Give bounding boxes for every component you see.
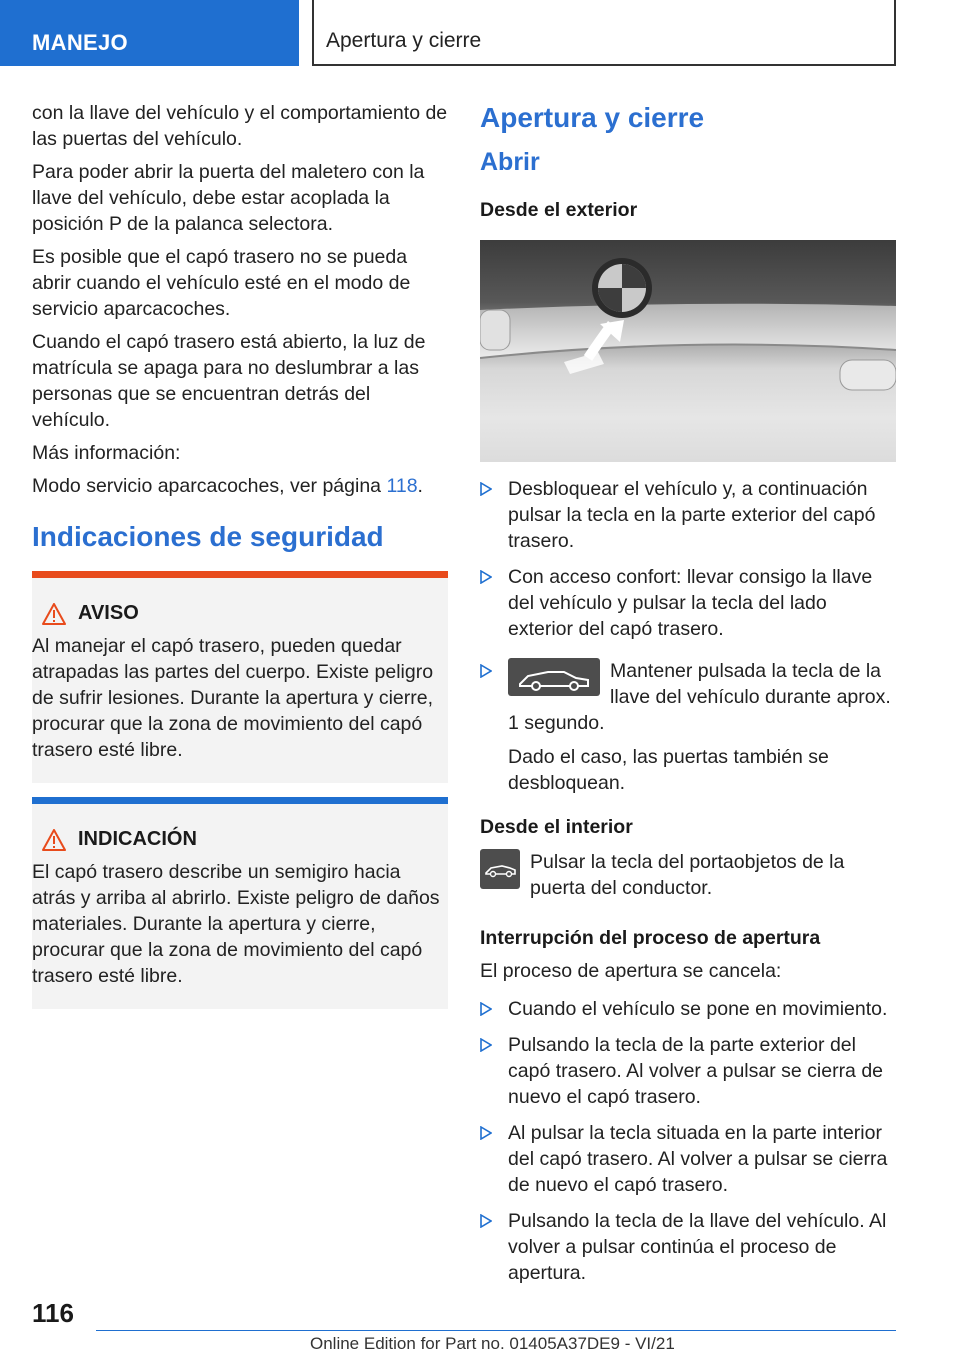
- triangle-bullet-icon: [480, 1002, 492, 1016]
- list-item: Mantener pulsada la tecla de la llave del vehículo durante aprox. 1 segundo. Dado el caso, las puertas también se desbloquean.: [480, 658, 896, 796]
- triangle-bullet-icon: [480, 664, 492, 678]
- triangle-bullet-icon: [480, 570, 492, 584]
- safety-heading: Indicaciones de seguridad: [32, 521, 384, 552]
- chapter-title: Apertura y cierre: [312, 0, 896, 66]
- car-tailgate-key-icon: [508, 658, 600, 696]
- note-box: [32, 797, 448, 1009]
- interrupt-intro: El proceso de apertura se cancela:: [480, 960, 782, 982]
- list-item: Pulsando la tecla de la llave del vehículo. Al volver a pulsar continúa el proceso de apertura.: [480, 1208, 896, 1286]
- sub-heading: Abrir: [480, 148, 540, 176]
- list-item: Cuando el vehículo se pone en movimiento.: [480, 996, 896, 1022]
- note-title: [42, 828, 446, 851]
- list-item: Desbloquear el vehículo y, a continuación pulsar la tecla en la parte exterior del capó trasero.: [480, 476, 896, 554]
- list-item: Con acceso confort: llevar consigo la llave del vehículo y pulsar la tecla del lado exterior del capó trasero.: [480, 564, 896, 642]
- exterior-steps: [480, 476, 896, 796]
- warning-triangle-icon: [42, 603, 66, 625]
- footer-divider: [96, 1330, 896, 1331]
- page-link[interactable]: 118: [386, 475, 418, 497]
- tailgate-photo: [480, 240, 896, 462]
- warning-box: [32, 571, 448, 783]
- tailgate-illustration: [480, 240, 896, 462]
- triangle-bullet-icon: [480, 1038, 492, 1052]
- triangle-bullet-icon: [480, 1126, 492, 1140]
- warning-title: [42, 602, 446, 625]
- more-info-text: Modo servicio aparcacoches, ver página: [32, 475, 382, 497]
- exterior-heading: Desde el exterior: [480, 199, 638, 221]
- paragraph: Más información:: [32, 442, 181, 464]
- note-title-text: INDICACIÓN: [78, 828, 197, 850]
- section-tab: MANEJO: [0, 0, 299, 66]
- main-heading: Apertura y cierre: [480, 102, 705, 133]
- warning-text: Al manejar el capó trasero, pueden quedar atrapadas las partes del cuerpo. Existe peligro de sufrir lesiones. Durante la apertura y cierre, procurar que la zona de movimiento del capó trasero esté libre.: [32, 635, 434, 761]
- triangle-bullet-icon: [480, 482, 492, 496]
- list-item: Pulsando la tecla de la parte exterior del capó trasero. Al volver a pulsar se cierra de nuevo el capó trasero.: [480, 1032, 896, 1110]
- paragraph: Para poder abrir la puerta del maletero con la llave del vehículo, debe estar acoplada la posición P de la palanca selectora.: [32, 161, 425, 235]
- paragraph: Cuando el capó trasero está abierto, la luz de matrícula se apaga para no deslumbrar a las personas que se encuentran detrás del vehículo.: [32, 331, 426, 431]
- interior-heading: Desde el interior: [480, 816, 633, 838]
- triangle-bullet-icon: [480, 1214, 492, 1228]
- page-number: 116: [32, 1298, 74, 1328]
- list-item: Al pulsar la tecla situada en la parte interior del capó trasero. Al volver a pulsar se cierra de nuevo el capó trasero.: [480, 1120, 896, 1198]
- warning-triangle-icon: [42, 829, 66, 851]
- interrupt-steps: [480, 996, 896, 1286]
- interior-instruction: Pulsar la tecla del portaobjetos de la puerta del conductor.: [480, 849, 896, 901]
- warning-title-text: AVISO: [78, 602, 139, 624]
- edition-text: Online Edition for Part no. 01405A37DE9 - VI/21: [310, 1334, 675, 1353]
- more-info-line: Modo servicio aparcacoches, ver página 118.: [32, 475, 423, 497]
- interrupt-heading: Interrupción del proceso de apertura: [480, 927, 821, 949]
- key-step-note: Dado el caso, las puertas también se desbloquean.: [508, 746, 829, 794]
- paragraph: con la llave del vehículo y el comportamiento de las puertas del vehículo.: [32, 102, 448, 150]
- note-text: El capó trasero describe un semigiro hacia atrás y arriba al abrirlo. Existe peligro de daños materiales. Durante la apertura y cierre, procurar que la zona de movimiento del capó trasero esté libre.: [32, 861, 440, 987]
- left-column: [32, 100, 448, 1021]
- right-column: [480, 100, 896, 1296]
- car-tailgate-button-icon: [480, 849, 520, 889]
- page-header: [0, 0, 960, 66]
- paragraph: Es posible que el capó trasero no se pueda abrir cuando el vehículo esté en el modo de servicio aparcacoches.: [32, 246, 411, 320]
